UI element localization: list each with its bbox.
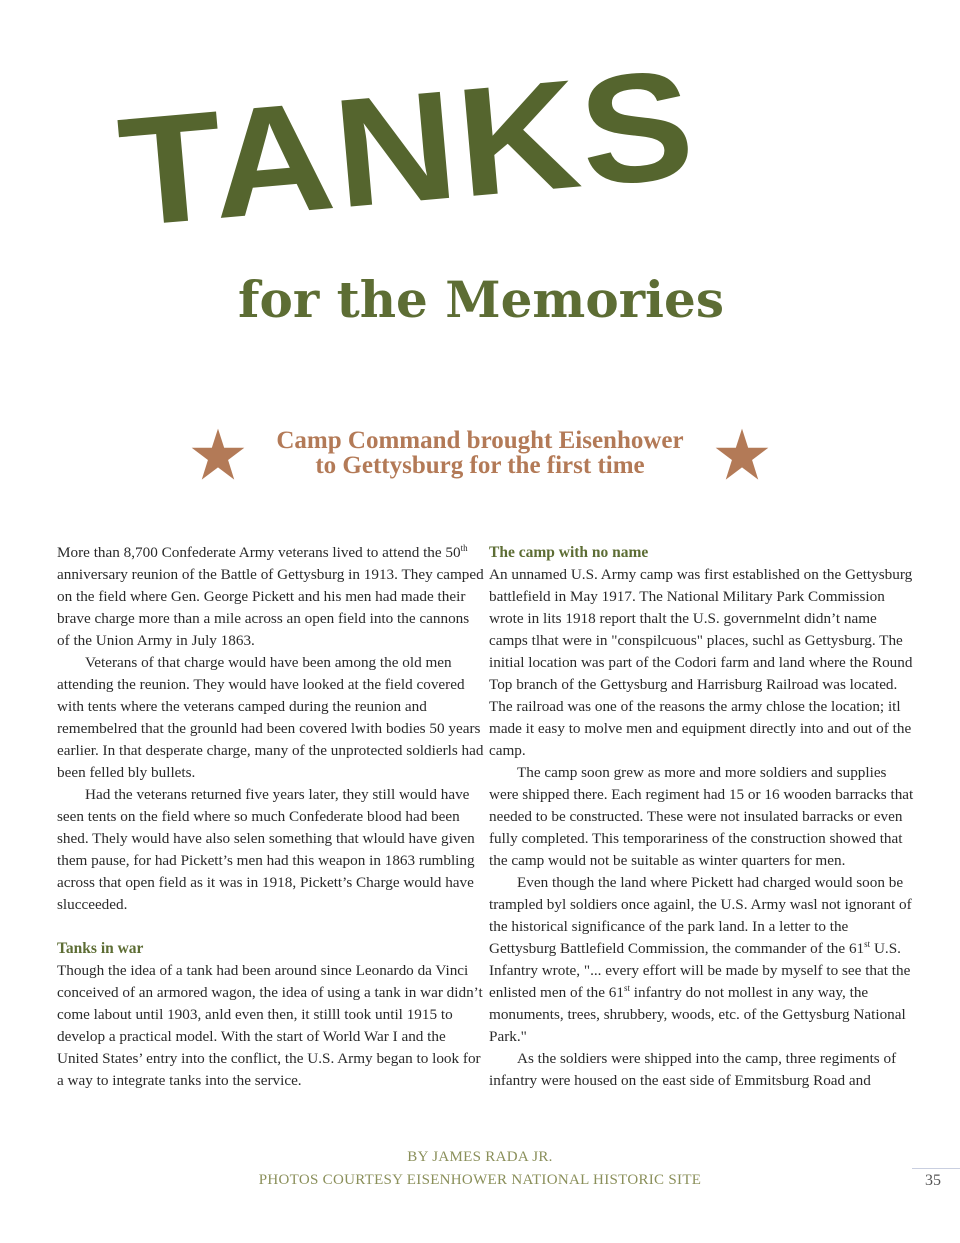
right-column <box>489 542 917 1092</box>
paragraph: Had the veterans returned five years later, they still would have seen tents on the field where so much Confederate blood had been shed. Thely would have also selen something that wlould have given them pause, for had Pickett’s men had this weapon in 1863 rumbling across that open field as it was in 1918, Pickett’s Charge would have slucceeded. <box>57 786 475 913</box>
deck-line-2: to Gettysburg for the first time <box>315 452 645 479</box>
title-subtitle: for the Memories <box>238 270 724 329</box>
deck-text <box>250 428 710 478</box>
page-number: 35 <box>925 1172 941 1189</box>
paragraph: An unnamed U.S. Army camp was first established on the Gettysburg battlefield in May 1917. The National Military Park Commission wrote in lits 1918 report thalt the U.S. governmelnt didn’t name camps tlhat were in "conspilcuous" places, suchl as Gettysburg. The initial location was part of the Codori farm and land where the Round Top branch of the Gettysburg and Harrisburg Railroad was located. The railroad was one of the reasons the army chlose the location; itl made it easy to molve men and equipment directly into and out of the camp. <box>489 566 913 759</box>
section-heading: Tanks in war <box>57 940 144 957</box>
paragraph: More than 8,700 Confederate Army veterans lived to attend the 50th anniversary reunion of the Battle of Gettysburg in 1913. They camped on the field where Gen. George Pickett and his men had made their brave charge more than a mile across an open field into the cannons of the Union Army in July 1863. <box>57 542 484 649</box>
star-icon <box>714 427 770 483</box>
divider <box>912 1168 960 1169</box>
paragraph: Even though the land where Pickett had charged would soon be trampled byl soldiers once againl, the U.S. Army wasl not ignorant of the historical significance of the park land. In a letter to the Gettysburg Battlefield Commission, the commander of the 61st U.S. Infantry wrote, "... every effort will be made by myself to see that the enlisted men of the 61st infantry do not mollest in any way, the monuments, trees, shrubbery, woods, etc. of the Gettysburg National Park." <box>489 874 912 1045</box>
star-icon <box>190 427 246 483</box>
section-heading: The camp with no name <box>489 544 649 561</box>
credits <box>180 1146 780 1192</box>
byline: BY JAMES RADA JR. <box>407 1149 553 1165</box>
title-main: TANKS <box>112 36 702 260</box>
paragraph: Veterans of that charge would have been among the old men attending the reunion. They would have looked at the field covered with tents where the veterans camped during the reunion and remembelred that the grounld had been covered lwith bodies 50 years earlier. In that desperate charge, many of the unprotected soldierls had been felled bly bullets. <box>57 654 484 781</box>
left-column <box>57 542 485 1092</box>
paragraph: Though the idea of a tank had been around since Leonardo da Vinci conceived of an armored wagon, the idea of using a tank in war didn’t come labout until 1903, anld even then, it stilll took until 1915 to develop a practical model. With the start of World War I and the United States’ entry into the conflict, the U.S. Army began to look for a way to integrate tanks into the service. <box>57 962 483 1089</box>
paragraph: The camp soon grew as more and more soldiers and supplies were shipped there. Each regiment had 15 or 16 wooden barracks that needed to be constructed. These were not insulated barracks or even fully completed. This temporariness of the construction showed that the camp would not be suitable as winter quarters for men. <box>489 764 914 869</box>
deck-line-1: Camp Command brought Eisenhower <box>276 427 684 454</box>
deck <box>190 425 770 485</box>
paragraph: As the soldiers were shipped into the camp, three regiments of infantry were housed on the east side of Emmitsburg Road and <box>489 1050 897 1089</box>
photo-credit: PHOTOS COURTESY EISENHOWER NATIONAL HISTORIC SITE <box>258 1172 702 1188</box>
